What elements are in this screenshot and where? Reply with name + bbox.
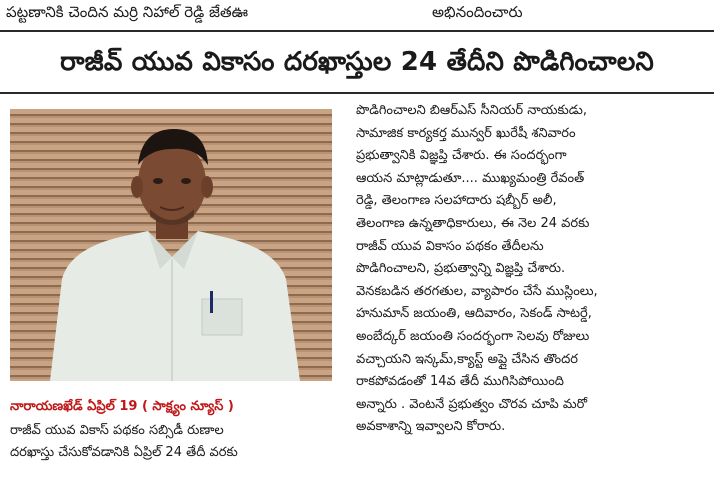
right-column-line: అవకాశాన్ని ఇవ్వాలని కోరారు. xyxy=(356,419,506,435)
right-column-line: అన్నారు . వెంటనే ప్రభుత్వం చొరవ చూపి మరో xyxy=(356,396,588,412)
right-column-body xyxy=(356,100,708,439)
right-column-line: వచ్చాయని ఇన్కమ్,క్యాస్ట్ అప్లై చేసిన తొందర xyxy=(356,351,578,367)
right-column-line: రాకపోవడంతో 14వ తేదీ ముగిసిపోయింది xyxy=(356,374,564,390)
portrait-photo xyxy=(10,109,332,381)
top-rule xyxy=(0,30,714,32)
right-column-line: రెడ్డి, తెలంగాణ సలహాదారు షబ్బీర్ అలీ, xyxy=(356,193,557,209)
top-strip xyxy=(0,0,714,28)
right-column-line: సామాజిక కార్యకర్త మున్వర్ ఖురేషీ శనివారం xyxy=(356,125,576,141)
right-column-line: హనుమాన్ జయంతి, ఆదివారం, సెకండ్ సాటర్డే, xyxy=(356,306,592,322)
left-column-body xyxy=(10,420,340,464)
right-column-line: పొడిగించాలని, ప్రభుత్వాన్ని విజ్ఞప్తి చేశారు. xyxy=(356,261,566,277)
right-column-line: పొడిగించాలని బిఆర్ఎస్ సీనియర్ నాయకుడు, xyxy=(356,103,588,118)
right-column-line: వెనకబడిన తరగతుల, వ్యాపారం చేసే ముస్లింలు, xyxy=(356,283,598,299)
headline-rule xyxy=(0,92,714,94)
right-column-line: ఆయన మాట్లాడుతూ.... ముఖ్యమంత్రి రేవంత్ xyxy=(356,170,585,186)
top-strip-left-text: పట్టణానికి చెందిన మర్రి నిహాల్ రెడ్డి జేతఊ xyxy=(6,3,249,21)
right-column-line: రాజీవ్ యువ వికాసం పథకం తేదీలను xyxy=(356,238,544,254)
headline: రాజీవ్ యువ వికాసం దరఖాస్తుల 24 తేదీని పొడిగించాలని xyxy=(60,47,654,77)
top-strip-right-text: అభినందించారు xyxy=(432,3,523,21)
right-column-line: తెలంగాణ ఉన్నతాధికారులు, ఈ నెల 24 వరకు xyxy=(356,215,590,231)
right-column-line: అంబేద్కర్ జయంతి సందర్భంగా సెలవు రోజులు xyxy=(356,328,590,344)
dateline: నారాయణఖేడ్ ఏప్రిల్ 19 ( సాక్ష్యం న్యూస్ ) xyxy=(10,399,234,414)
left-column-line: దరఖాస్తు చేసుకోవడానికి ఏప్రిల్ 24 తేదీ వరకు xyxy=(10,445,238,460)
right-column-line: ప్రభుత్వానికి విజ్ఞప్తి చేశారు. ఈ సందర్భంగా xyxy=(356,148,567,164)
portrait-illustration xyxy=(10,109,332,381)
left-column-line: రాజీవ్ యువ వికాస్ పథకం సబ్సిడీ రుణాల xyxy=(10,423,224,438)
